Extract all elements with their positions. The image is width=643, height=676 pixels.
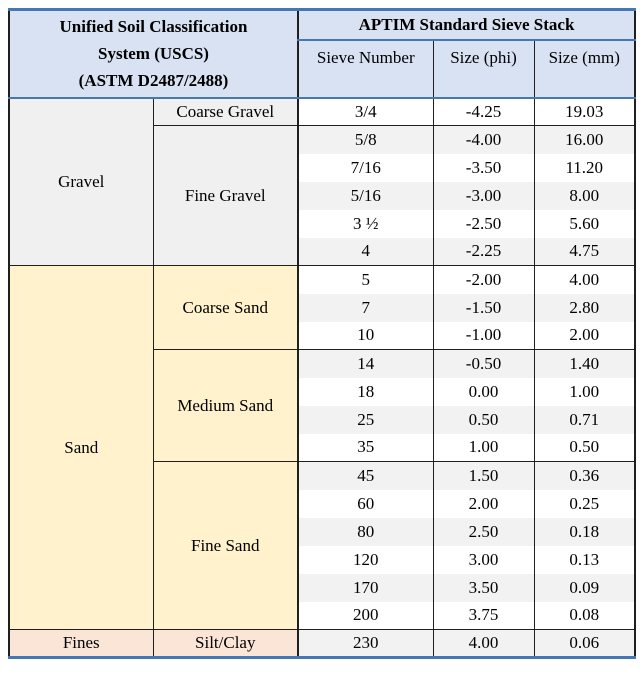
size-mm-cell: 0.06 <box>534 630 635 658</box>
size-mm-cell: 0.13 <box>534 546 635 574</box>
size-phi-cell: 1.50 <box>433 462 534 490</box>
sieve-number-cell: 230 <box>298 630 433 658</box>
uscs-header-line-1: Unified Soil Classification <box>59 17 248 37</box>
group-label-sand: Sand <box>9 266 153 630</box>
size-mm-cell: 2.80 <box>534 294 635 322</box>
sieve-number-cell: 25 <box>298 406 433 434</box>
sieve-number-cell: 10 <box>298 322 433 350</box>
col-header-sieve-number: Sieve Number <box>298 40 433 98</box>
size-phi-cell: -2.00 <box>433 266 534 294</box>
sieve-number-cell: 60 <box>298 490 433 518</box>
size-mm-cell: 0.09 <box>534 574 635 602</box>
size-mm-cell: 11.20 <box>534 154 635 182</box>
sieve-number-cell: 200 <box>298 602 433 630</box>
sieve-classification-table <box>8 8 636 659</box>
table-body <box>9 98 635 658</box>
sieve-number-cell: 80 <box>298 518 433 546</box>
size-mm-cell: 0.18 <box>534 518 635 546</box>
size-mm-cell: 8.00 <box>534 182 635 210</box>
size-mm-cell: 19.03 <box>534 98 635 126</box>
size-phi-cell: -0.50 <box>433 350 534 378</box>
subgroup-label-coarse-sand: Coarse Sand <box>153 266 298 350</box>
uscs-header <box>9 10 298 98</box>
size-phi-cell: 2.00 <box>433 490 534 518</box>
uscs-header-line-2: System (USCS) <box>98 44 209 64</box>
subgroup-label-coarse-gravel: Coarse Gravel <box>153 98 298 126</box>
size-mm-cell: 16.00 <box>534 126 635 154</box>
uscs-header-line-3: (ASTM D2487/2488) <box>78 71 229 91</box>
sieve-number-cell: 7 <box>298 294 433 322</box>
size-mm-cell: 1.40 <box>534 350 635 378</box>
sieve-number-cell: 35 <box>298 434 433 462</box>
sieve-number-cell: 18 <box>298 378 433 406</box>
sieve-number-cell: 5 <box>298 266 433 294</box>
size-phi-cell: 0.00 <box>433 378 534 406</box>
size-phi-cell: -2.25 <box>433 238 534 266</box>
sieve-number-cell: 5/16 <box>298 182 433 210</box>
subgroup-label-medium-sand: Medium Sand <box>153 350 298 462</box>
size-phi-cell: 1.00 <box>433 434 534 462</box>
size-phi-cell: -3.50 <box>433 154 534 182</box>
sieve-number-cell: 4 <box>298 238 433 266</box>
size-phi-cell: -4.25 <box>433 98 534 126</box>
size-phi-cell: 3.75 <box>433 602 534 630</box>
size-mm-cell: 0.50 <box>534 434 635 462</box>
subgroup-label-fine-gravel: Fine Gravel <box>153 126 298 266</box>
size-phi-cell: -3.00 <box>433 182 534 210</box>
sieve-number-cell: 7/16 <box>298 154 433 182</box>
sieve-number-cell: 45 <box>298 462 433 490</box>
subgroup-label-silt-clay: Silt/Clay <box>153 630 298 658</box>
size-mm-cell: 0.25 <box>534 490 635 518</box>
group-label-gravel: Gravel <box>9 98 153 266</box>
size-mm-cell: 0.08 <box>534 602 635 630</box>
group-label-fines: Fines <box>9 630 153 658</box>
size-phi-cell: -2.50 <box>433 210 534 238</box>
size-mm-cell: 1.00 <box>534 378 635 406</box>
sieve-number-cell: 3 ½ <box>298 210 433 238</box>
size-mm-cell: 4.00 <box>534 266 635 294</box>
size-phi-cell: 0.50 <box>433 406 534 434</box>
size-phi-cell: -1.00 <box>433 322 534 350</box>
size-mm-cell: 5.60 <box>534 210 635 238</box>
size-mm-cell: 0.36 <box>534 462 635 490</box>
sieve-number-cell: 170 <box>298 574 433 602</box>
col-header-size-phi: Size (phi) <box>433 40 534 98</box>
size-mm-cell: 4.75 <box>534 238 635 266</box>
size-mm-cell: 0.71 <box>534 406 635 434</box>
table-row <box>9 630 635 658</box>
size-phi-cell: 3.50 <box>433 574 534 602</box>
table-row <box>9 266 635 294</box>
subgroup-label-fine-sand: Fine Sand <box>153 462 298 630</box>
sieve-number-cell: 3/4 <box>298 98 433 126</box>
sieve-number-cell: 14 <box>298 350 433 378</box>
sieve-number-cell: 5/8 <box>298 126 433 154</box>
aptim-header: APTIM Standard Sieve Stack <box>298 10 635 40</box>
size-phi-cell: -4.00 <box>433 126 534 154</box>
size-phi-cell: 2.50 <box>433 518 534 546</box>
header-row-top <box>9 10 635 40</box>
size-mm-cell: 2.00 <box>534 322 635 350</box>
size-phi-cell: 3.00 <box>433 546 534 574</box>
sieve-number-cell: 120 <box>298 546 433 574</box>
table-row <box>9 98 635 126</box>
size-phi-cell: 4.00 <box>433 630 534 658</box>
size-phi-cell: -1.50 <box>433 294 534 322</box>
col-header-size-mm: Size (mm) <box>534 40 635 98</box>
